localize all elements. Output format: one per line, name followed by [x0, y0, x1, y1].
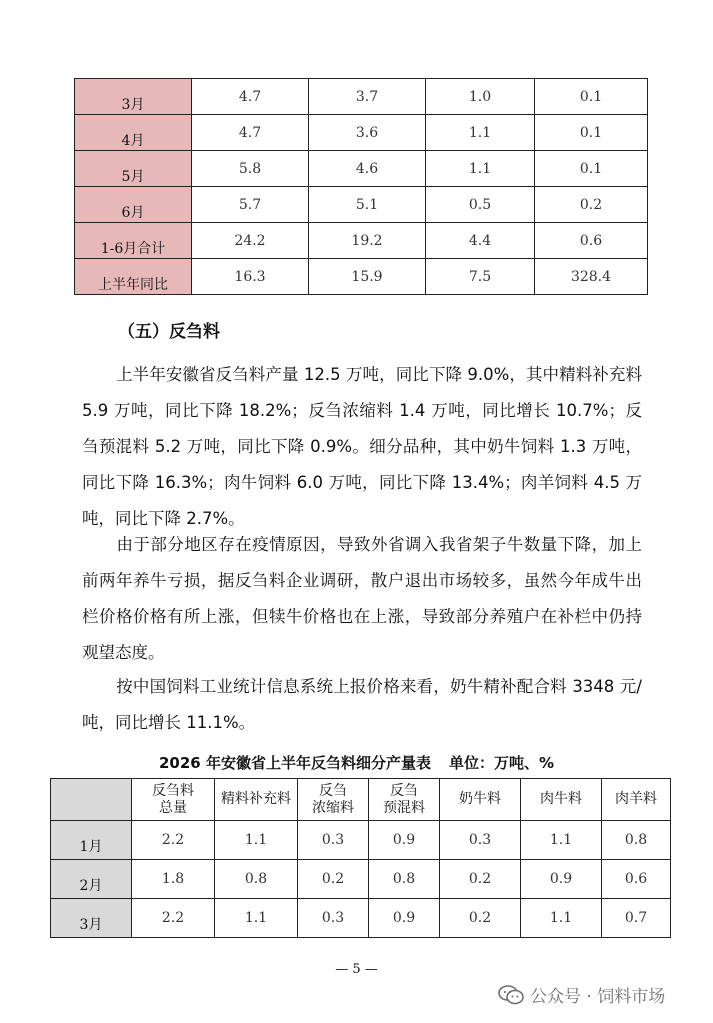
row-label: 4月	[75, 115, 192, 151]
table-cell: 16.3	[192, 259, 309, 295]
header-line: 预混料	[383, 799, 425, 816]
paragraph-2-text: 由于部分地区存在疫情原因，导致外省调入我省架子牛数量下降，加上前两年养牛亏损，据反刍料企业调研，散户退出市场较多，虽然今年成牛出栏价格价格有所上涨，但犊牛价格也在上涨，导致部分养殖户在补栏中仍持观望态度。	[82, 535, 642, 662]
header-row	[51, 779, 671, 821]
watermark-text: 公众号 · 饲料市场	[530, 987, 666, 1007]
table-caption	[0, 752, 713, 773]
corner-cell	[51, 779, 132, 821]
table-cell: 1.0	[426, 79, 535, 115]
page-number: — 5 —	[335, 962, 378, 977]
paragraph-3	[82, 669, 642, 741]
table-cell: 3.7	[309, 79, 426, 115]
table-cell: 1.8	[132, 860, 215, 899]
column-header	[215, 779, 298, 821]
table-cell: 5.8	[192, 151, 309, 187]
row-label: 5月	[75, 151, 192, 187]
top-production-table	[74, 78, 648, 295]
ruminant-breakdown-table	[50, 778, 671, 938]
table-cell: 0.8	[602, 821, 671, 860]
header-line: 反刍	[390, 782, 418, 799]
table-cell: 19.2	[309, 223, 426, 259]
table-cell: 0.3	[440, 821, 521, 860]
table-cell: 3.6	[309, 115, 426, 151]
table-cell: 4.7	[192, 79, 309, 115]
row-label: 1月	[51, 821, 132, 860]
paragraph-2	[82, 527, 642, 671]
table-cell: 1.1	[426, 151, 535, 187]
table-cell: 0.2	[440, 860, 521, 899]
table-unit: 单位：万吨、%	[448, 754, 554, 772]
column-header	[602, 779, 671, 821]
header-line: 肉羊料	[615, 791, 657, 807]
table-cell: 1.1	[215, 899, 298, 938]
wechat-icon	[498, 985, 524, 1005]
table-cell: 0.2	[440, 899, 521, 938]
table-cell: 0.3	[298, 821, 369, 860]
table-cell: 0.7	[602, 899, 671, 938]
table-cell: 0.8	[215, 860, 298, 899]
column-header	[521, 779, 602, 821]
table-cell: 0.9	[369, 899, 440, 938]
table-cell: 0.2	[535, 187, 648, 223]
table-cell: 1.1	[426, 115, 535, 151]
table-cell: 0.8	[369, 860, 440, 899]
table-cell: 1.1	[521, 899, 602, 938]
table-row	[51, 860, 671, 899]
table-row	[51, 899, 671, 938]
table-cell: 0.6	[535, 223, 648, 259]
table-cell: 0.1	[535, 115, 648, 151]
paragraph-1	[82, 357, 642, 537]
table-cell: 4.4	[426, 223, 535, 259]
top-table-row	[75, 259, 648, 295]
header-line: 总量	[159, 799, 187, 816]
row-label: 3月	[75, 79, 192, 115]
paragraph-3-text: 按中国饲料工业统计信息系统上报价格来看，奶牛精补配合料 3348 元/吨，同比增长 11.1%。	[82, 677, 642, 732]
table-title: 2026 年安徽省上半年反刍料细分产量表	[158, 754, 431, 772]
top-table-row	[75, 151, 648, 187]
header-line: 反刍料	[152, 782, 194, 799]
table-cell: 1.1	[215, 821, 298, 860]
column-header	[440, 779, 521, 821]
table-cell: 0.2	[298, 860, 369, 899]
header-line: 奶牛料	[459, 791, 501, 807]
table-cell: 2.2	[132, 821, 215, 860]
row-label: 2月	[51, 860, 132, 899]
table-cell: 5.1	[309, 187, 426, 223]
table-cell: 1.1	[521, 821, 602, 860]
section-heading: （五）反刍料	[118, 322, 220, 342]
top-table-row	[75, 187, 648, 223]
table-cell: 0.6	[602, 860, 671, 899]
table-cell: 15.9	[309, 259, 426, 295]
table-cell: 0.9	[521, 860, 602, 899]
table-cell: 0.9	[369, 821, 440, 860]
watermark	[498, 982, 665, 1007]
column-header	[369, 779, 440, 821]
paragraph-1-text: 上半年安徽省反刍料产量 12.5 万吨，同比下降 9.0%，其中精料补充料 5.9 万吨，同比下降 18.2%；反刍浓缩料 1.4 万吨，同比增长 10.7%；反刍预混料 5.2 万吨，同比下降 0.9%。细分品种，其中奶牛饲料 1.3 万吨，同比下降 16.3%；肉牛饲料 6.0 万吨，同比下降 13.4%；肉羊饲料 4.5 万吨，同比下降 2.7%。	[82, 365, 642, 528]
top-table-row	[75, 223, 648, 259]
table-cell: 7.5	[426, 259, 535, 295]
row-label: 3月	[51, 899, 132, 938]
top-table-row	[75, 115, 648, 151]
table-cell: 5.7	[192, 187, 309, 223]
table-cell: 0.5	[426, 187, 535, 223]
column-header	[132, 779, 215, 821]
table-cell: 4.6	[309, 151, 426, 187]
table-cell: 2.2	[132, 899, 215, 938]
column-header	[298, 779, 369, 821]
row-label: 1-6月合计	[75, 223, 192, 259]
row-label: 6月	[75, 187, 192, 223]
table-cell: 328.4	[535, 259, 648, 295]
header-line: 精料补充料	[221, 791, 291, 807]
table-cell: 4.7	[192, 115, 309, 151]
top-table-row	[75, 79, 648, 115]
table-cell: 0.3	[298, 899, 369, 938]
table-row	[51, 821, 671, 860]
header-line: 浓缩料	[312, 799, 354, 816]
row-label: 上半年同比	[75, 259, 192, 295]
table-cell: 0.1	[535, 79, 648, 115]
header-line: 反刍	[319, 782, 347, 799]
table-cell: 0.1	[535, 151, 648, 187]
header-line: 肉牛料	[540, 791, 582, 807]
table-cell: 24.2	[192, 223, 309, 259]
